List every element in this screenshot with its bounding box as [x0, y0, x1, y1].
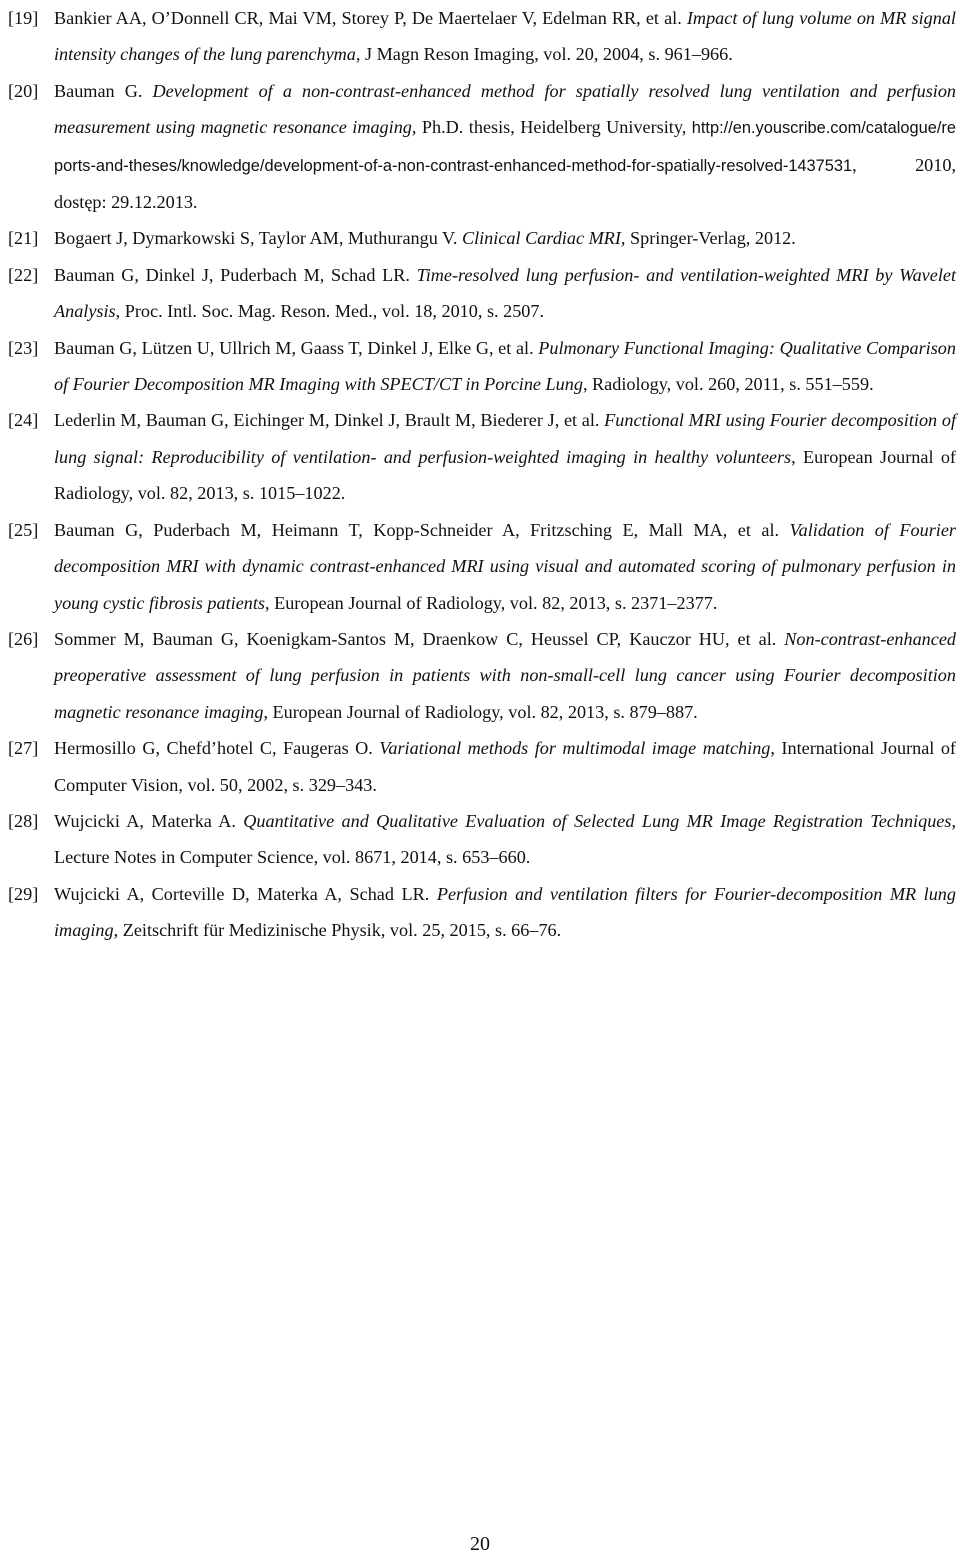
reference-source: , European Journal of Radiology, vol. 82, 2013, s. 879–887.	[263, 701, 698, 722]
reference-20	[8, 73, 956, 221]
reference-title: Development of a non-contrast-enhanced method for spatially resolved lung ventilation and perfusion measurement using magnetic resonance imaging	[54, 80, 957, 138]
reference-authors: Bauman G, Lützen U, Ullrich M, Gaass T, Dinkel J, Elke G, et al.	[54, 337, 539, 358]
reference-number: [26]	[8, 628, 39, 649]
reference-authors: Bankier AA, O’Donnell CR, Mai VM, Storey P, De Maertelaer V, Edelman RR, et al.	[54, 8, 687, 28]
reference-title: Validation of Fourier decomposition MRI with dynamic contrast-enhanced MRI using visual and automated scoring of pulmonary perfusion in young cystic fibrosis patients	[54, 519, 956, 613]
reference-number: [22]	[8, 264, 39, 285]
reference-body	[54, 512, 956, 621]
reference-29	[8, 876, 956, 949]
page-number: 20	[470, 1533, 490, 1555]
reference-source: , International Journal of Computer Vision, vol. 50, 2002, s. 329–343.	[54, 738, 956, 795]
reference-title: Impact of lung volume on MR signal intensity changes of the lung parenchyma,	[54, 8, 956, 65]
reference-number: [21]	[8, 228, 39, 249]
reference-url-link[interactable]: http://en.youscribe.com/catalogue/reports-and-theses/knowledge/development-of-a-non-contrast-enhanced-method-for-spatially-resolved-1437531	[54, 119, 956, 175]
reference-authors: Sommer M, Bauman G, Koenigkam-Santos M, Draenkow C, Heussel CP, Kauczor HU, et al.	[54, 628, 785, 649]
reference-authors: Lederlin M, Bauman G, Eichinger M, Dinkel J, Brault M, Biederer J, et al.	[54, 410, 605, 431]
reference-body	[54, 730, 956, 803]
reference-access-date: , 2010, dostęp: 29.12.2013.	[54, 154, 956, 213]
reference-body	[54, 803, 956, 876]
reference-number: [23]	[8, 337, 39, 358]
reference-title: Quantitative and Qualitative Evaluation of Selected Lung MR Image Registration Techniques	[243, 810, 952, 831]
reference-23	[8, 330, 956, 403]
reference-28	[8, 803, 956, 876]
reference-body	[54, 257, 956, 330]
reference-body	[54, 330, 956, 403]
reference-title: Perfusion and ventilation filters for Fourier-decomposition MR lung imaging	[54, 883, 956, 941]
reference-authors: Bauman G.	[54, 80, 153, 101]
reference-title: Time-resolved lung perfusion- and ventilation-weighted MRI by Wavelet Analysis	[54, 264, 956, 322]
reference-body	[54, 220, 956, 256]
reference-source: , European Journal of Radiology, vol. 82, 2013, s. 1015–1022.	[54, 446, 956, 504]
reference-number: [20]	[8, 80, 39, 101]
reference-body	[54, 876, 956, 949]
reference-number: [27]	[8, 738, 39, 759]
reference-body	[54, 0, 956, 73]
reference-source: , Ph.D. thesis, Heidelberg University,	[411, 117, 692, 138]
reference-source: , Proc. Intl. Soc. Mag. Reson. Med., vol. 18, 2010, s. 2507.	[115, 301, 545, 322]
reference-authors: Bauman G, Dinkel J, Puderbach M, Schad LR.	[54, 264, 417, 285]
reference-list	[8, 0, 956, 949]
reference-25	[8, 512, 956, 621]
reference-authors: Wujcicki A, Materka A.	[54, 810, 244, 831]
reference-number: [19]	[8, 8, 39, 28]
reference-title: Pulmonary Functional Imaging: Qualitative Comparison of Fourier Decomposition MR Imaging with SPECT/CT in Porcine Lung	[54, 337, 956, 395]
reference-authors: Bogaert J, Dymarkowski S, Taylor AM, Muthurangu V.	[54, 228, 462, 249]
reference-27	[8, 730, 956, 803]
reference-number: [25]	[8, 519, 39, 540]
reference-authors: Hermosillo G, Chefd’hotel C, Faugeras O.	[54, 738, 380, 759]
reference-authors: Bauman G, Puderbach M, Heimann T, Kopp-Schneider A, Fritzsching E, Mall MA, et al.	[54, 519, 790, 540]
reference-title: Non-contrast-enhanced preoperative assessment of lung perfusion in patients with non-small-cell lung cancer using Fourier decomposition magnetic resonance imaging	[54, 628, 956, 722]
reference-26	[8, 621, 956, 730]
reference-body	[54, 402, 956, 511]
reference-source: , Zeitschrift für Medizinische Physik, vol. 25, 2015, s. 66–76.	[113, 920, 562, 941]
reference-source: J Magn Reson Imaging, vol. 20, 2004, s. 961–966.	[360, 44, 733, 65]
reference-source: , Radiology, vol. 260, 2011, s. 551–559.	[582, 374, 874, 395]
reference-title: Variational methods for multimodal image matching	[379, 738, 771, 759]
reference-title: Functional MRI using Fourier decomposition of lung signal: Reproducibility of ventilation- and perfusion-weighted imaging in healthy volunteers	[54, 410, 956, 467]
reference-authors: Wujcicki A, Corteville D, Materka A, Schad LR.	[54, 883, 437, 904]
reference-source: , European Journal of Radiology, vol. 82, 2013, s. 2371–2377.	[265, 592, 718, 613]
reference-22	[8, 257, 956, 330]
reference-body	[54, 73, 956, 221]
reference-number: [28]	[8, 810, 39, 831]
reference-number: [29]	[8, 883, 39, 904]
reference-title: Clinical Cardiac MRI	[461, 228, 621, 249]
reference-19	[8, 0, 956, 73]
reference-source: , Lecture Notes in Computer Science, vol. 8671, 2014, s. 653–660.	[54, 810, 956, 868]
reference-body	[54, 621, 956, 730]
reference-source: , Springer-Verlag, 2012.	[620, 228, 796, 249]
reference-24	[8, 402, 956, 511]
reference-21	[8, 220, 956, 256]
reference-number: [24]	[8, 410, 39, 431]
